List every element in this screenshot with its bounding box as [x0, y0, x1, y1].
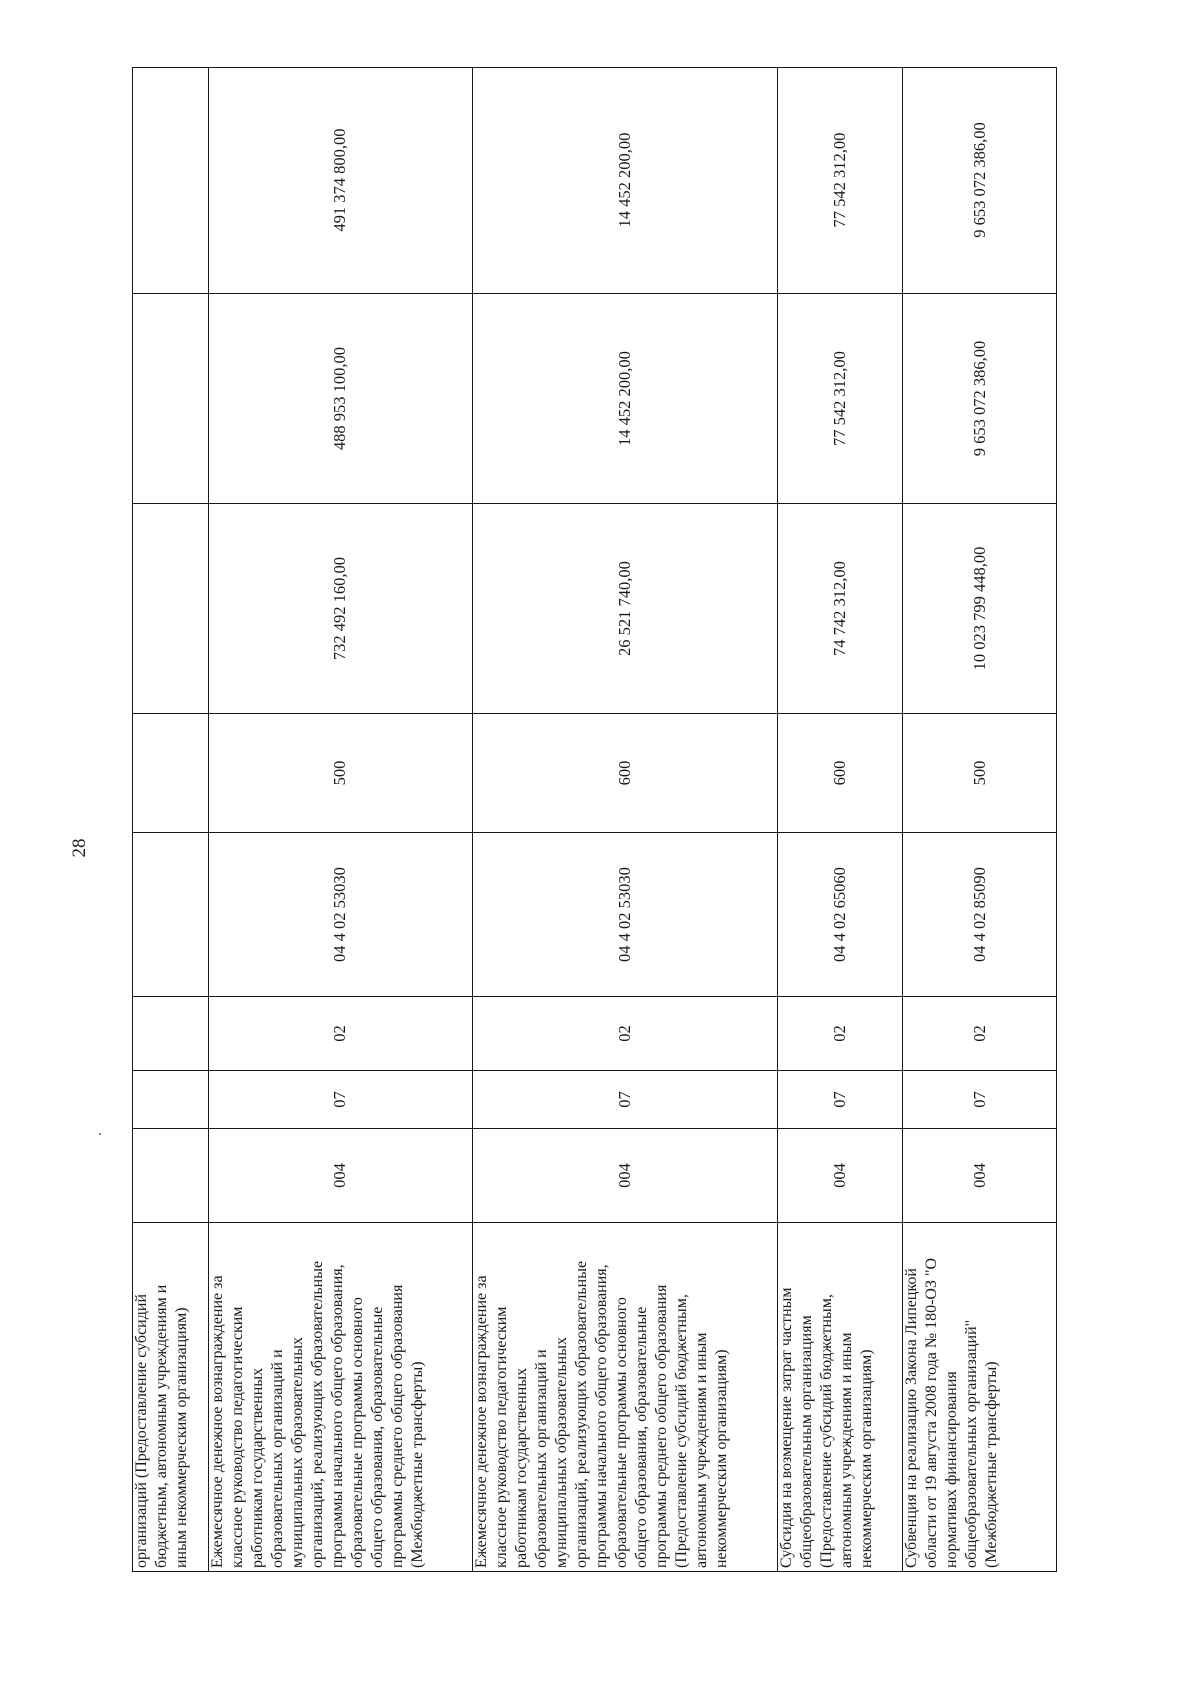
description-line: образовательные программы основного	[613, 1297, 630, 1568]
table-row	[208, 67, 473, 1572]
description-line: Субсидия на возмещение затрат частным	[778, 1287, 795, 1568]
table-row	[132, 67, 209, 1572]
description-line: классное руководство педагогическим	[229, 1306, 246, 1568]
amount-1-cell: 732 492 160,00	[208, 503, 472, 713]
description-line: Субвенция на реализацию Закона Липецкой	[903, 1268, 920, 1568]
description-cell	[472, 1222, 777, 1572]
subsection-cell: 02	[902, 996, 1057, 1070]
description-line: общеобразовательных организаций"	[963, 1319, 980, 1568]
description-line: организаций (Предоставление субсидий	[133, 1293, 150, 1568]
amount-1-cell: 74 742 312,00	[777, 503, 902, 713]
amount-1-cell	[132, 503, 208, 713]
description-line: программы среднего общего образования	[389, 1284, 406, 1568]
amount-2-cell: 9 653 072 386,00	[902, 293, 1057, 503]
section-cell: 07	[902, 1070, 1057, 1128]
amount-3-cell	[132, 67, 208, 293]
description-line: муниципальных образовательных	[553, 1337, 570, 1568]
kind-cell	[132, 713, 208, 832]
code-cell: 004	[472, 1128, 777, 1222]
description-line: организаций, реализующих образовательные	[309, 1260, 326, 1568]
table-row	[902, 67, 1057, 1572]
description-cell	[902, 1222, 1057, 1572]
scan-speck	[99, 1133, 101, 1135]
subsection-cell	[132, 996, 208, 1070]
description-line: автономным учреждениям и иным	[693, 1332, 710, 1568]
subsection-cell: 02	[208, 996, 472, 1070]
description-line: классное руководство педагогическим	[493, 1306, 510, 1568]
description-line: образовательные программы основного	[349, 1297, 366, 1568]
code-cell	[132, 1128, 208, 1222]
description-line: муниципальных образовательных	[289, 1337, 306, 1568]
section-cell	[132, 1070, 208, 1128]
kind-cell: 600	[472, 713, 777, 832]
amount-2-cell	[132, 293, 208, 503]
description-line: Ежемесячное денежное вознаграждение за	[473, 1275, 490, 1568]
kind-cell: 600	[777, 713, 902, 832]
description-line: (Межбюджетные трансферты)	[983, 1361, 1000, 1568]
description-line: организаций, реализующих образовательные	[573, 1260, 590, 1568]
description-line: автономным учреждениям и иным	[838, 1332, 855, 1568]
code-cell: 004	[208, 1128, 472, 1222]
description-line: Ежемесячное денежное вознаграждение за	[209, 1275, 226, 1568]
description-line: общего образования, образовательные	[633, 1306, 650, 1568]
amount-2-cell: 14 452 200,00	[472, 293, 777, 503]
amount-3-cell: 9 653 072 386,00	[969, 122, 989, 238]
amount-3-cell: 14 452 200,00	[614, 132, 634, 228]
description-line: программы начального общего образования,	[329, 1264, 346, 1568]
description-line: (Предоставление субсидий бюджетным,	[673, 1294, 690, 1568]
amount-1-cell: 10 023 799 448,00	[902, 503, 1057, 713]
description-line: иным некоммерческим организациям)	[173, 1307, 190, 1568]
kind-cell: 500	[208, 713, 472, 832]
amount-2-cell: 77 542 312,00	[777, 293, 902, 503]
budget-table	[132, 67, 1057, 1572]
target-cell: 04 4 02 65060	[777, 832, 902, 996]
description-line: программы начального общего образования,	[593, 1264, 610, 1568]
target-cell: 04 4 02 53030	[208, 832, 472, 996]
description-line: некоммерческим организациям)	[713, 1349, 730, 1568]
table-row	[777, 67, 903, 1572]
description-line: нормативах финансирования	[943, 1371, 960, 1568]
description-line: программы среднего общего образования	[653, 1284, 670, 1568]
page-number: 28	[69, 838, 90, 858]
code-cell: 004	[777, 1128, 902, 1222]
kind-cell: 500	[902, 713, 1057, 832]
amount-3-cell: 491 374 800,00	[330, 128, 349, 232]
amount-3-cell: 77 542 312,00	[829, 132, 849, 228]
subsection-cell: 02	[777, 996, 902, 1070]
description-line: (Предоставление субсидий бюджетным,	[818, 1294, 835, 1568]
target-cell	[132, 832, 208, 996]
amount-1-cell: 26 521 740,00	[472, 503, 777, 713]
section-cell: 07	[208, 1070, 472, 1128]
description-line: общеобразовательным организациям	[798, 1315, 815, 1568]
section-cell: 07	[777, 1070, 902, 1128]
description-line: общего образования, образовательные	[369, 1306, 386, 1568]
subsection-cell: 02	[472, 996, 777, 1070]
description-line: бюджетным, автономным учреждениям и	[153, 1284, 170, 1568]
target-cell: 04 4 02 85090	[902, 832, 1057, 996]
description-line: области от 19 августа 2008 года № 180-ОЗ "О	[923, 1257, 940, 1568]
section-cell: 07	[472, 1070, 777, 1128]
description-cell	[777, 1222, 902, 1572]
description-line: работникам государственных	[513, 1367, 530, 1568]
code-cell: 004	[902, 1128, 1057, 1222]
description-cell	[208, 1222, 472, 1572]
description-line: (Межбюджетные трансферты)	[409, 1361, 426, 1568]
description-line: образовательных организаций и	[269, 1349, 286, 1568]
description-line: некоммерческим организациям)	[858, 1349, 875, 1568]
table-row	[472, 67, 778, 1572]
description-cell	[132, 1222, 208, 1572]
amount-2-cell: 488 953 100,00	[208, 293, 472, 503]
target-cell: 04 4 02 53030	[472, 832, 777, 996]
description-line: работникам государственных	[249, 1367, 266, 1568]
description-line: образовательных организаций и	[533, 1349, 550, 1568]
